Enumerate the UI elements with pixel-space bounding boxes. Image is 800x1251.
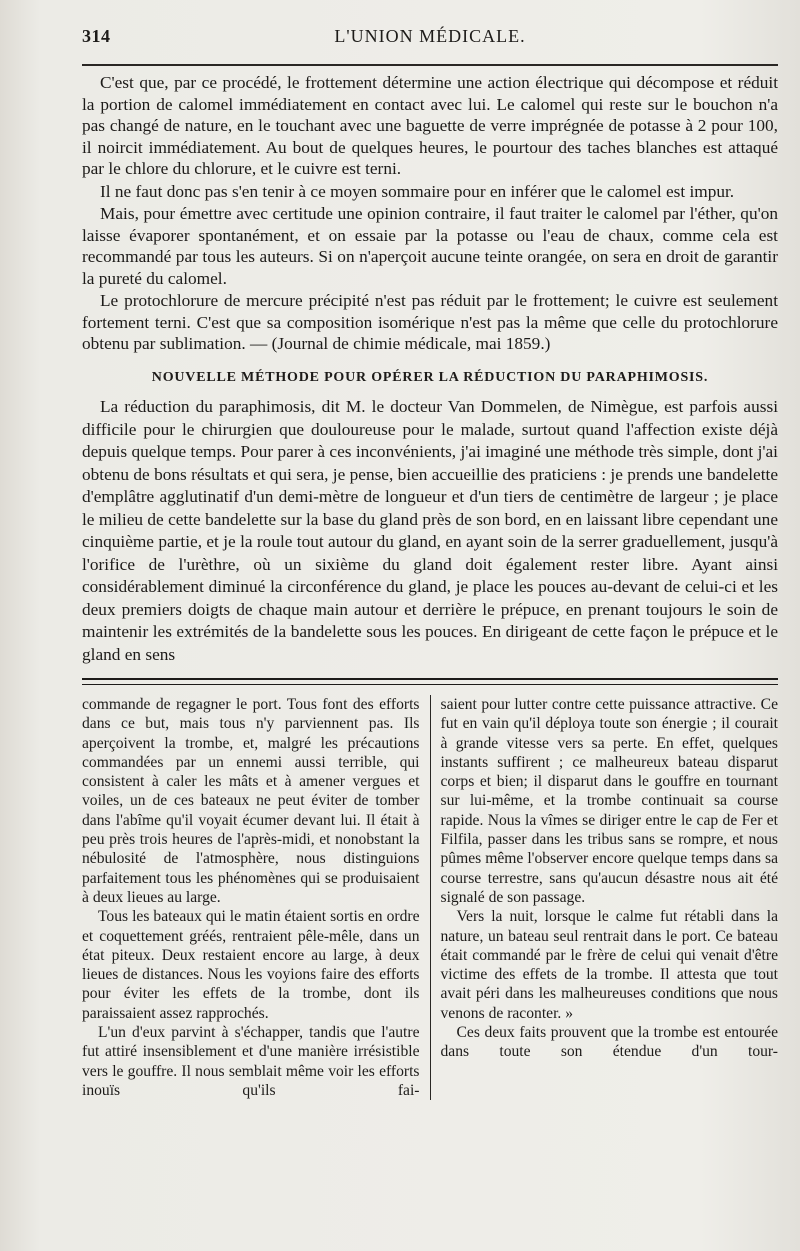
- header-rule: [82, 64, 778, 66]
- article-heading: NOUVELLE MÉTHODE POUR OPÉRER LA RÉDUCTION DU PARAPHIMOSIS.: [151, 369, 709, 385]
- column-paragraph: Tous les bateaux qui le matin étaient sortis en ordre et coquettement gréés, rentraient pêle-mêle, dans un état piteux. Deux restaient encore au large, à deux lieues de distances. Nous les voyions faire des efforts pour éviter les effets de la trombe, dont ils paraissaient assez rapprochés.: [82, 908, 420, 1022]
- paragraph: Le protochlorure de mercure précipité n'est pas réduit par le frottement; le cuivre est seulement fortement terni. C'est que sa composition isomérique n'est pas la même que celle du protochlorure obtenu par sublimation. — (Journal de chimie médicale, mai 1859.): [82, 291, 778, 353]
- column-paragraph: Ces deux faits prouvent que la trombe est entourée dans toute son étendue d'un tour-: [440, 1024, 778, 1061]
- article-body: La réduction du paraphimosis, dit M. le docteur Van Dommelen, de Nimègue, est parfois aussi difficile pour le chirurgien que douloureuse pour le malade, surtout quand l'affection existe déjà depuis quelque temps. Pour parer à ces inconvénients, j'ai imaginé une méthode très simple, dont j'ai obtenu de bons résultats et qui sera, je pense, bien accueillie des praticiens : je prends une bandelette d'emplâtre agglutinatif d'un demi-mètre de longueur et d'un tiers de centimètre de largeur ; je place le milieu de cette bandelette sur la base du gland près de son bord, en en laissant libre cependant une cinquième partie, et je la roule tout autour du gland, en ayant soin de la serrer graduellement, jusqu'à l'orifice de l'urèthre, où un sixième du gland doit également rester libre. Ayant ainsi considérablement diminué la circonférence du gland, je place les pouces au-devant de celui-ci et les deux premiers doigts de chaque main autour et derrière le prépuce, en prenant toujours le soin de maintenir les extrémités de la bandelette sous les pouces. En dirigeant de cette façon le prépuce et le gland en sens: [82, 397, 778, 664]
- page-header: [82, 26, 778, 58]
- left-column: [82, 695, 430, 1100]
- column-paragraph: saient pour lutter contre cette puissance attractive. Ce fut en vain qu'il déploya toute son énergie ; il courait à grande vitesse vers sa perte. En effet, quelques instants suffirent ; ce malheureux bateau disparut corps et bien; il disparut dans le gouffre en tournant sur lui-même, et la trombe continuait sa course rapide. Nous la vîmes se diriger entre le cap de Fer et Filfila, passer dans les tribus sans se rompre, et nous pûmes même l'observer encore quelque temps dans sa course terrestre, sans qu'aucun désastre nous ait été signalé de son passage.: [440, 696, 778, 906]
- column-paragraph: Vers la nuit, lorsque le calme fut rétabli dans la nature, un bateau seul rentrait dans le port. Ce bateau était commandé par le frère de celui qui venait d'être victime des effets de la trombe. Il attesta que tout avait péri dans les malheureuses conditions que nous venons de raconter. »: [440, 908, 778, 1022]
- column-paragraph: L'un d'eux parvint à s'échapper, tandis que l'autre fut attiré insensiblement et d'une manière irrésistible vers le gouffre. Il nous semblait même voir les efforts inouïs qu'ils fai-: [82, 1024, 420, 1099]
- feuilleton-separator: [82, 678, 778, 685]
- paragraph: Mais, pour émettre avec certitude une opinion contraire, il faut traiter le calomel par l'éther, qu'on laisse évaporer spontanément, et on essaie par la potasse ou l'eau de chaux, comme cela est recommandé par tous les auteurs. Si on n'aperçoit aucune teinte orangée, on sera en droit de garantir la pureté du calomel.: [82, 204, 778, 288]
- main-text: [82, 72, 778, 666]
- page-number: 314: [82, 26, 111, 46]
- journal-title: L'UNION MÉDICALE.: [334, 26, 526, 46]
- right-column: [431, 695, 779, 1100]
- feuilleton-columns: [82, 695, 778, 1100]
- column-paragraph: commande de regagner le port. Tous font des efforts dans ce but, mais tous n'y parviennent pas. Ils aperçoivent la trombe, et, malgré les précautions commandées par un ennemi aussi terrible, qui consistent à caler les mâts et à amener vergues et voiles, un de ces bateaux ne peut éviter de tomber dans l'abîme qu'il voyait écumer devant lui. Il était à peu près trois heures de l'après-midi, et nonobstant la nébulosité de l'atmosphère, nous distinguions parfaitement tous les phénomènes qui se produisaient à deux lieues au large.: [82, 696, 420, 906]
- paragraph: C'est que, par ce procédé, le frottement détermine une action électrique qui décompose et réduit la portion de calomel immédiatement en contact avec lui. Le calomel qui reste sur le bouchon n'a pas changé de nature, en le touchant avec une baguette de verre imprégnée de potasse à 2 pour 100, il noircit immédiatement. Au bout de quelques heures, le pourtour des taches blanches est attaqué par le chlore du chlorure, et le cuivre est terni.: [82, 73, 778, 178]
- paragraph: Il ne faut donc pas s'en tenir à ce moyen sommaire pour en inférer que le calomel est impur.: [100, 181, 735, 201]
